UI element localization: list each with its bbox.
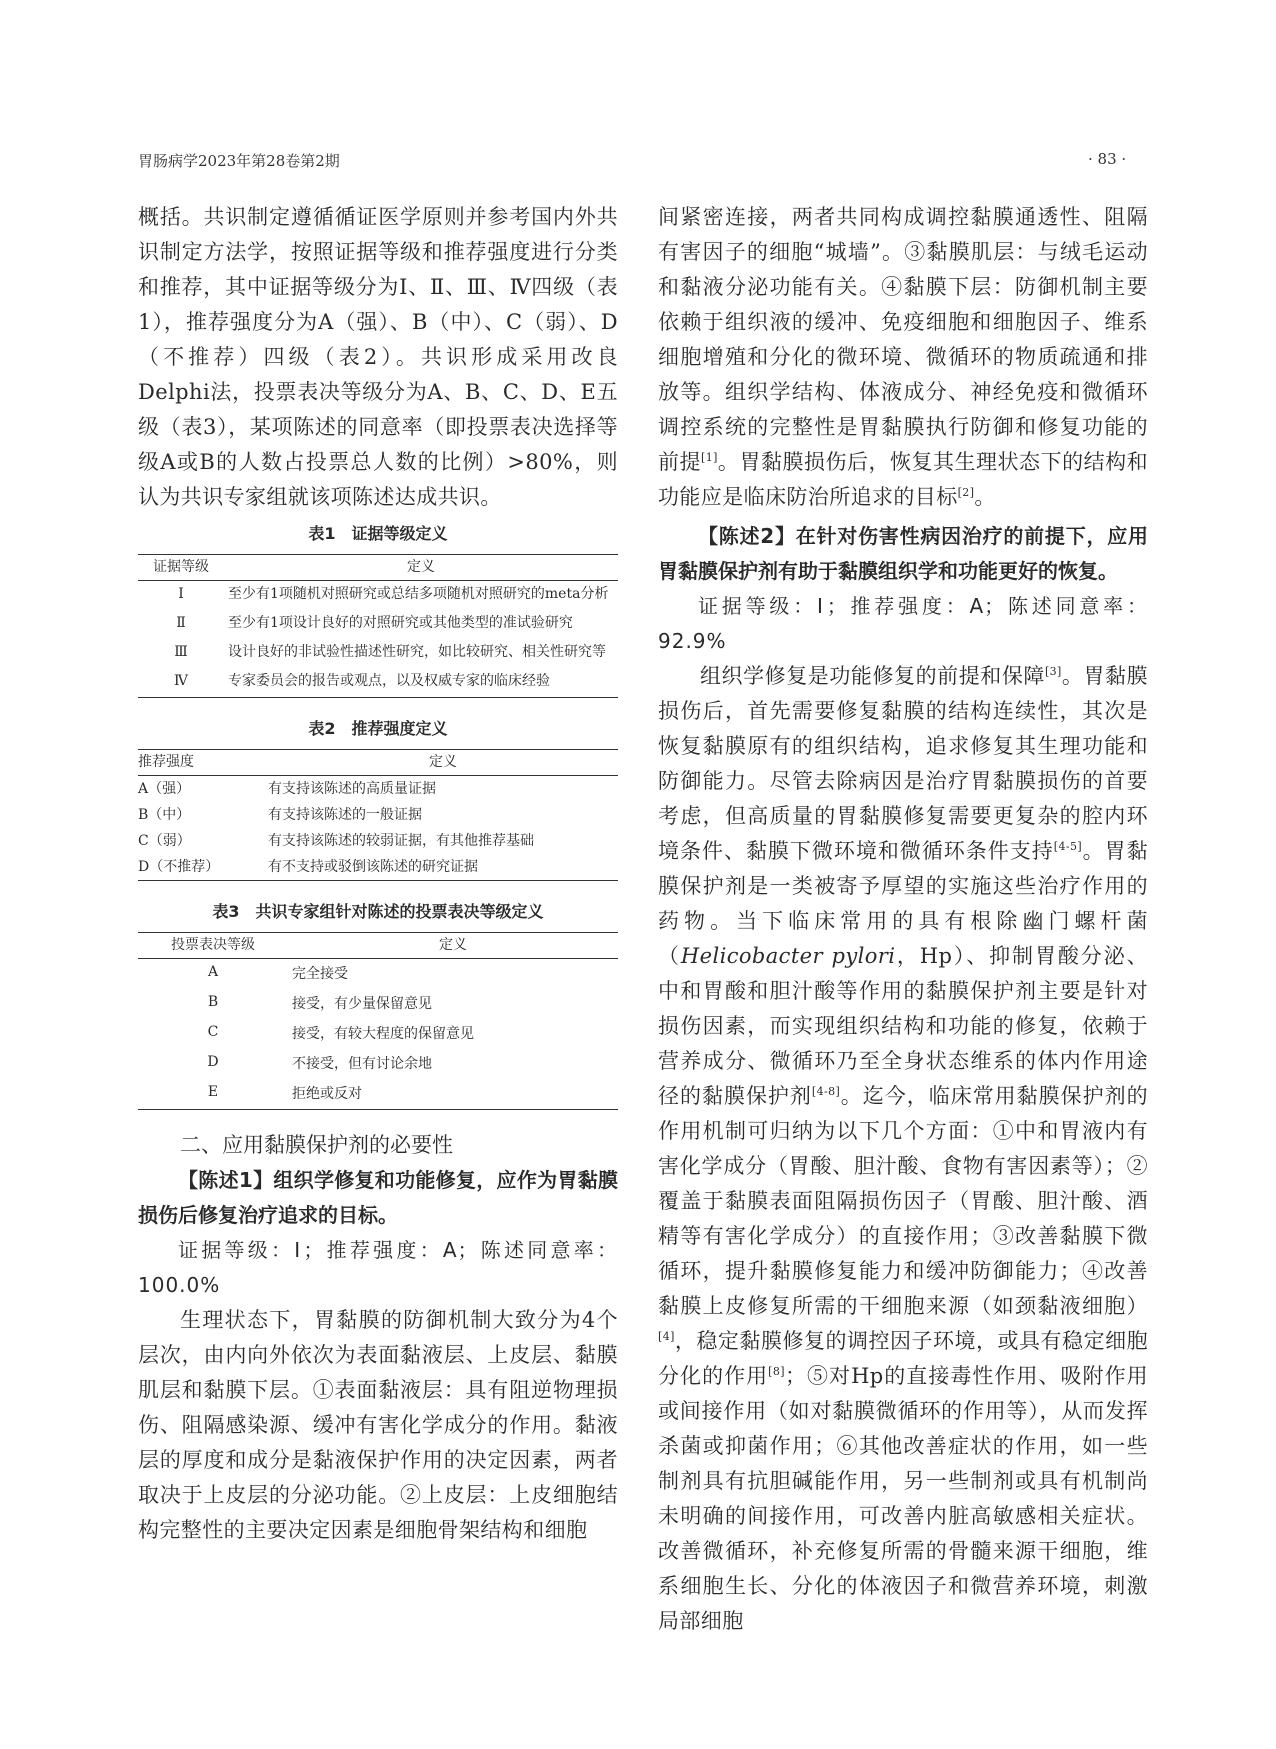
table2-header-strength: 推荐强度 [138, 750, 268, 776]
table2-cell: A（强） [138, 781, 191, 797]
text-run: ，稳定黏膜修复的调控因子环境，或具有稳定细胞分化的作用 [658, 1329, 1148, 1388]
table3-cell: 完全接受 [292, 966, 348, 982]
table3-cell: 拒绝或反对 [288, 1079, 618, 1110]
running-header-journal: 胃肠病学2023年第28卷第2期 [138, 152, 340, 170]
table-row [138, 668, 618, 698]
text-run: 。 [974, 485, 996, 509]
table-row [138, 828, 618, 854]
statement-2: 【陈述2】在针对伤害性病因治疗的前提下，应用胃黏膜保护剂有助于黏膜组织学和功能更好的恢复。 [658, 524, 1148, 583]
table2-cell: 有不支持或驳倒该陈述的研究证据 [268, 854, 618, 881]
left-column [138, 200, 618, 1548]
table2-cell: B（中） [138, 807, 191, 823]
table-row [138, 989, 618, 1019]
table3-cell: B [207, 994, 219, 1010]
table1-cell: 专家委员会的报告或观点，以及权威专家的临床经验 [224, 668, 618, 698]
table1-title: 表1 证据等级定义 [308, 524, 448, 543]
table1-cell: Ⅰ [178, 586, 184, 602]
table-row [138, 854, 618, 881]
statement-1: 【陈述1】组织学修复和功能修复，应作为胃黏膜损伤后修复治疗追求的目标。 [138, 1168, 618, 1227]
text-run: ；⑤对Hp的直接毒性作用、吸附作用或间接作用（如对黏膜微循环的作用等），从而发挥杀菌或抑菌作用；⑥其他改善症状的作用，如一些制剂具有抗胆碱能作用，另一些制剂或具有机制尚未明确的间接作用，可改善内脏高敏感相关症状。改善微循环，补充修复所需的骨髓来源干细胞，维系细胞生长、分化的体液因子和微营养环境，刺激局部细胞 [658, 1364, 1149, 1633]
table2-cell: 有支持该陈述的高质量证据 [268, 781, 436, 797]
table1-cell: 至少有1项设计良好的对照研究或其他类型的准试验研究 [228, 615, 573, 631]
table3-header-definition: 定义 [288, 933, 618, 959]
body-paragraph-1: 生理状态下，胃黏膜的防御机制大致分为4个层次，由内向外依次为表面黏液层、上皮层、黏膜肌层和黏膜下层。①表面黏液层：具有阻逆物理损伤、阻隔感染源、缓冲有害化学成分的作用。黏液层的厚度和成分是黏液保护作用的决定因素，两者取决于上皮层的分泌功能。②上皮层：上皮细胞结构完整性的主要决定因素是细胞骨架结构和细胞 [138, 1308, 618, 1542]
table-row [138, 1019, 618, 1049]
text-run: ，Hp）、抑制胃酸分泌、中和胃酸和胆汁酸等作用的黏膜保护剂主要是针对损伤因素，而实现组织结构和功能的修复，依赖于营养成分、微循环乃至全身状态维系的体内作用途径的黏膜保护剂 [658, 944, 1149, 1108]
citation: [3] [1044, 665, 1062, 678]
citation: [1] [701, 451, 718, 464]
body-paragraph-2 [658, 659, 1148, 1639]
table3-cell: 不接受，但有讨论余地 [292, 1056, 432, 1072]
table3-title: 表3 共识专家组针对陈述的投票表决等级定义 [212, 902, 544, 921]
text-run: 。胃黏膜损伤后，恢复其生理状态下的结构和功能应是临床防治所追求的目标 [658, 450, 1148, 509]
table-row [138, 1049, 618, 1079]
text-run: 间紧密连接，两者共同构成调控黏膜通透性、阻隔有害因子的细胞“城墙”。③黏膜肌层：与绒毛运动和黏液分泌功能有关。④黏膜下层：防御机制主要依赖于组织液的缓冲、免疫细胞和细胞因子、维系细胞增殖和分化的微环境、微循环的物质疏通和排放等。组织学结构、体液成分、神经免疫和微循环调控系统的完整性是胃黏膜执行防御和修复功能的前提 [658, 205, 1148, 474]
table3-cell: C [207, 1024, 219, 1040]
table3-header-vote-level: 投票表决等级 [138, 933, 288, 959]
table-row [138, 802, 618, 828]
table3-cell: A [207, 964, 219, 980]
table-row [138, 776, 618, 803]
table2-recommendation-strength [138, 749, 618, 881]
table3-cell: 接受，有较大程度的保留意见 [292, 1026, 474, 1042]
species-name: Helicobacter pylori [680, 944, 896, 968]
table1-evidence-levels [138, 554, 618, 698]
citation: [8] [768, 1365, 785, 1378]
table1-cell: Ⅳ [138, 668, 224, 698]
table3-cell: 接受，有少量保留意见 [292, 996, 432, 1012]
table-row [138, 1079, 618, 1110]
table1-header-definition: 定义 [224, 555, 618, 581]
table2-title: 表2 推荐强度定义 [308, 719, 448, 738]
table1-cell: Ⅲ [174, 644, 188, 660]
citation: [4] [658, 1330, 675, 1343]
table-row [138, 639, 618, 668]
table2-header-definition: 定义 [268, 750, 618, 776]
intro-paragraph: 概括。共识制定遵循循证医学原则并参考国内外共识制定方法学，按照证据等级和推荐强度进行分类和推荐，其中证据等级分为Ⅰ、Ⅱ、Ⅲ、Ⅳ四级（表1），推荐强度分为A（强）、B（中）、C（弱）、D（不推荐）四级（表2）。共识形成采用改良Delphi法，投票表决等级分为A、B、C、D、E五级（表3），某项陈述的同意率（即投票表决选择等级A或B的人数占投票总人数的比例）>80%，则认为共识专家组就该项陈述达成共识。 [138, 205, 618, 509]
citation: [2] [957, 486, 975, 499]
table2-cell: 有支持该陈述的较弱证据，有其他推荐基础 [268, 833, 534, 849]
text-run: 组织学修复是功能修复的前提和保障 [700, 664, 1045, 688]
text-run: 。迄今，临床常用黏膜保护剂的作用机制可归纳为以下几个方面：①中和胃液内有害化学成分（胃酸、胆汁酸、食物有害因素等）；②覆盖于黏膜表面阻隔损伤因子（胃酸、胆汁酸、酒精等有害化学成分）的直接作用；③改善黏膜下微循环，提升黏膜修复能力和缓冲防御能力；④改善黏膜上皮修复所需的干细胞来源（如颈黏液细胞） [658, 1084, 1148, 1318]
table-row [138, 581, 618, 611]
right-column [658, 200, 1148, 1639]
table1-header-level: 证据等级 [138, 555, 224, 581]
table-row [138, 610, 618, 639]
table2-cell: 有支持该陈述的一般证据 [268, 807, 422, 823]
page-number: · 83 · [1088, 150, 1127, 168]
table1-cell: Ⅱ [176, 615, 186, 631]
statement-2-grade: 证据等级：Ⅰ；推荐强度：A；陈述同意率：92.9% [658, 594, 1148, 653]
table3-voting-levels [138, 932, 618, 1110]
text-run: 。胃黏膜损伤后，首先需要修复黏膜的结构连续性，其次是恢复黏膜原有的组织结构，追求修复其生理功能和防御能力。尽管去除病因是治疗胃黏膜损伤的首要考虑，但高质量的胃黏膜修复需要更复杂的腔内环境条件、黏膜下微环境和微循环条件支持 [658, 664, 1148, 863]
section-heading: 二、应用黏膜保护剂的必要性 [180, 1133, 453, 1157]
table-row [138, 959, 618, 990]
citation: [4-5] [1053, 840, 1083, 853]
table1-cell: 至少有1项随机对照研究或总结多项随机对照研究的meta分析 [228, 586, 609, 602]
table2-cell: C（弱） [138, 833, 191, 849]
table1-cell: 设计良好的非试验性描述性研究，如比较研究、相关性研究等 [228, 644, 606, 660]
continued-paragraph [658, 200, 1148, 515]
table2-cell: D（不推荐） [138, 854, 268, 881]
table3-cell: D [207, 1054, 219, 1070]
citation: [4-8] [811, 1085, 841, 1098]
text-run: 。胃黏膜保护剂是一类被寄予厚望的实施这些治疗作用的药物。当下临床常用的具有根除幽门螺杆菌（ [658, 839, 1149, 968]
table3-cell: E [138, 1079, 288, 1110]
statement-1-grade: 证据等级：Ⅰ；推荐强度：A；陈述同意率：100.0% [138, 1238, 618, 1297]
